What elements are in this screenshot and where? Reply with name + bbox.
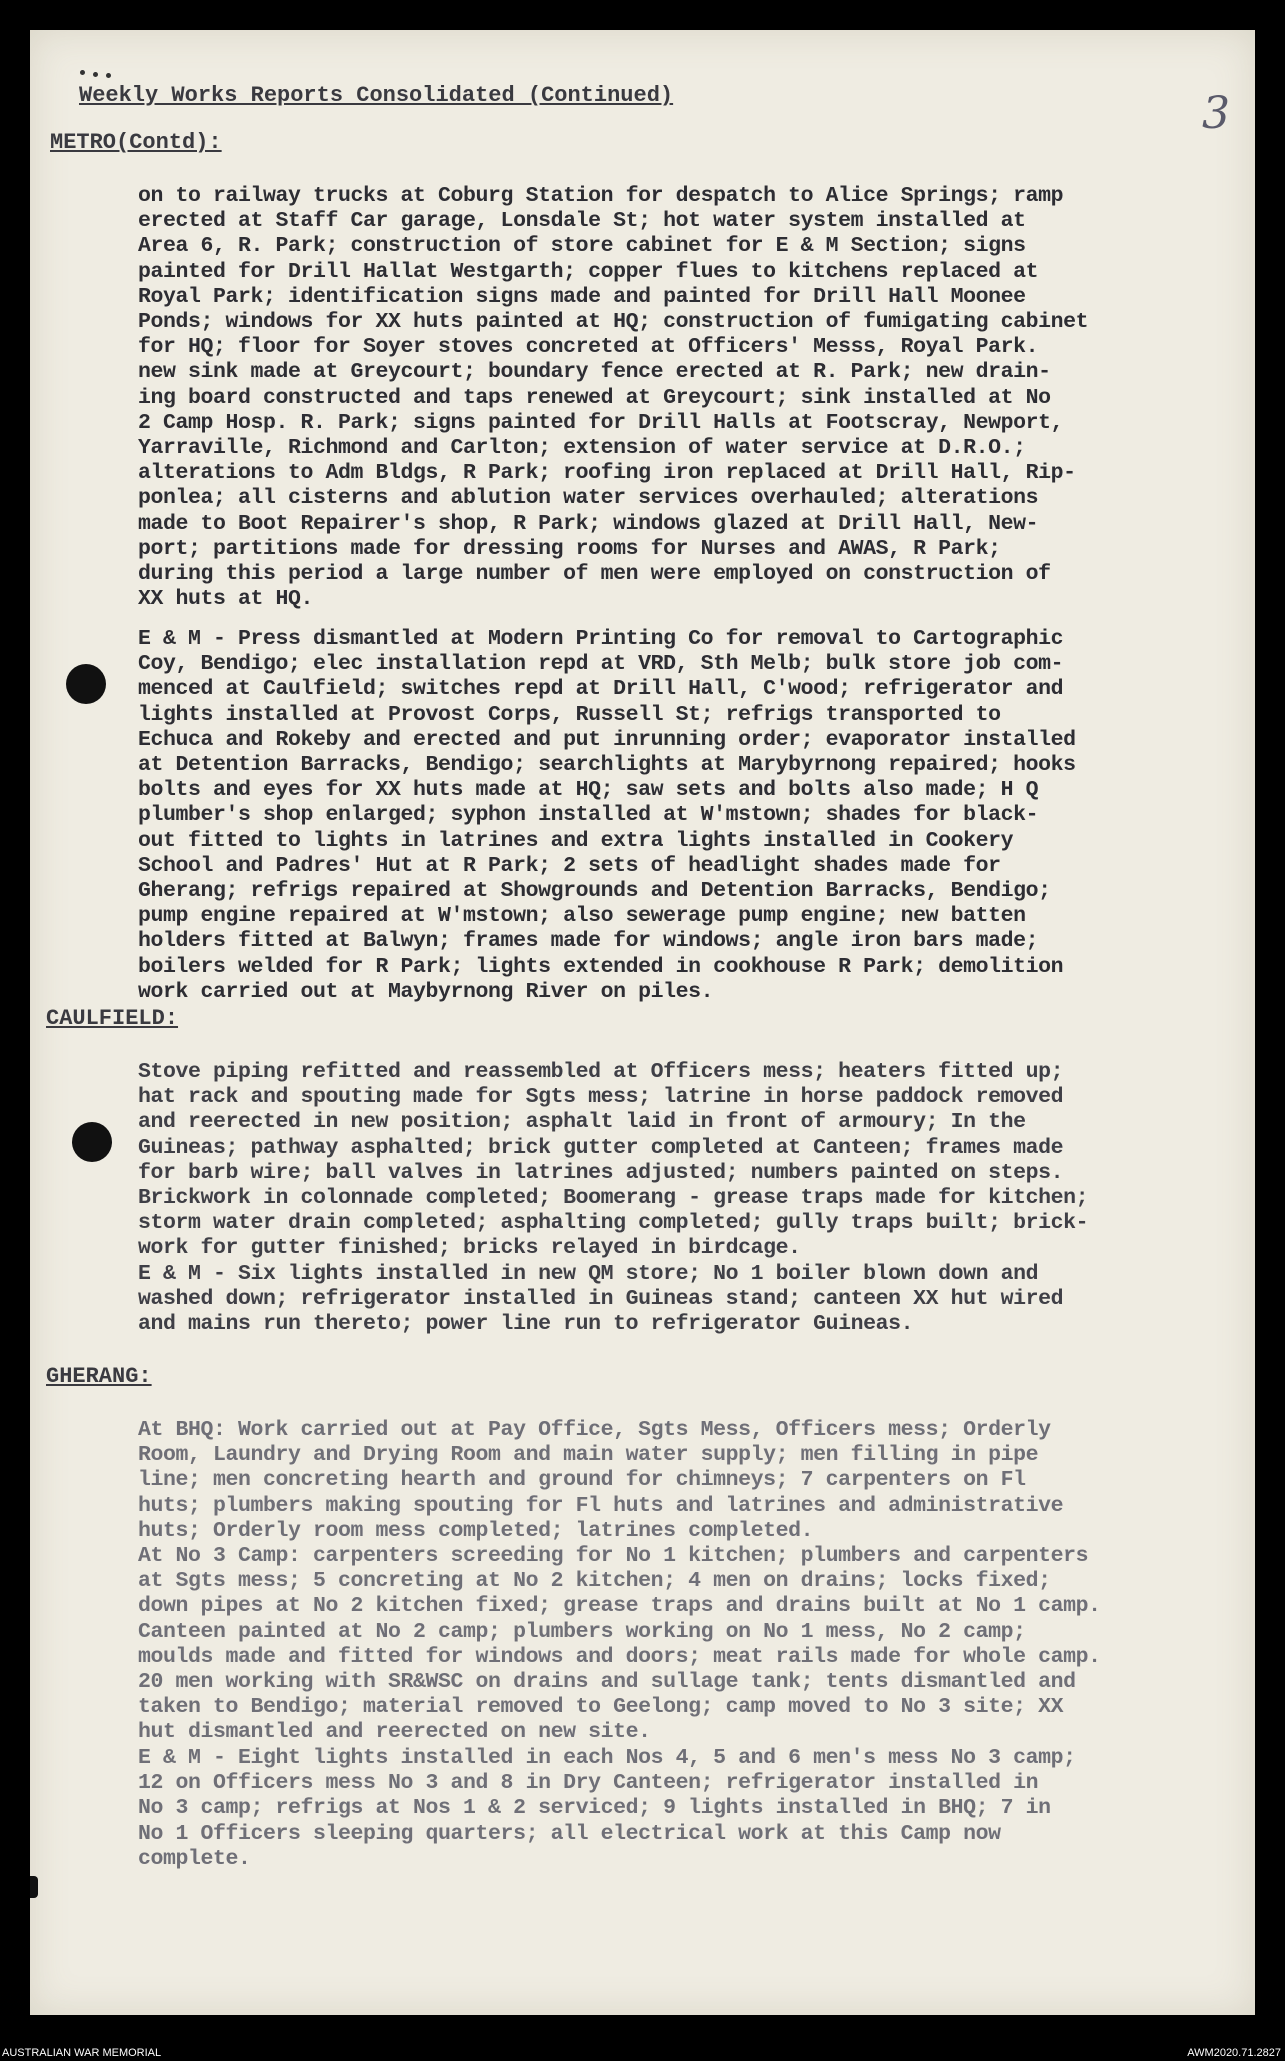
text-line: storm water drain completed; asphalting completed; gully traps built; brick- — [138, 1211, 1089, 1236]
text-line: pump engine repaired at W'mstown; also sewerage pump engine; new batten — [138, 904, 1026, 929]
text-line: Ponds; windows for XX huts painted at HQ; construction of fumigating cabinet — [138, 310, 1089, 335]
text-line: at Detention Barracks, Bendigo; searchlights at Marybyrnong repaired; hooks — [138, 753, 1076, 778]
text-line: complete. — [138, 1846, 251, 1871]
ink-speck — [80, 70, 85, 75]
text-line: work for gutter finished; bricks relayed in birdcage. — [138, 1236, 801, 1261]
gherang-em-paragraph — [138, 1746, 1268, 1872]
punch-hole-bottom — [72, 1122, 112, 1162]
metro-paragraph — [138, 184, 1268, 612]
text-line: plumber's shop enlarged; syphon installed at W'mstown; shades for black- — [138, 803, 1039, 828]
text-line: No 3 camp; refrigs at Nos 1 & 2 serviced; 9 lights installed in BHQ; 7 in — [138, 1796, 1051, 1821]
text-line: ing board constructed and taps renewed at Greycourt; sink installed at No — [138, 385, 1051, 410]
footer-archive-name: AUSTRALIAN WAR MEMORIAL — [2, 2047, 162, 2059]
text-line: and mains run thereto; power line run to refrigerator Guineas. — [138, 1312, 914, 1337]
section-heading-metro: METRO(Contd): — [50, 130, 222, 155]
text-line: Gherang; refrigs repaired at Showgrounds and Detention Barracks, Bendigo; — [138, 879, 1051, 904]
text-line: Royal Park; identification signs made and painted for Drill Hall Moonee — [138, 284, 1026, 309]
text-line: Room, Laundry and Drying Room and main water supply; men filling in pipe — [138, 1443, 1039, 1468]
text-line: XX huts at HQ. — [138, 587, 314, 612]
text-line: School and Padres' Hut at R Park; 2 sets of headlight shades made for — [138, 853, 1001, 878]
ink-speck — [106, 73, 111, 78]
document-page — [30, 30, 1255, 2015]
text-line: Coy, Bendigo; elec installation repd at VRD, Sth Melb; bulk store job com- — [138, 652, 1064, 677]
text-line: washed down; refrigerator installed in Guineas stand; canteen XX hut wired — [138, 1287, 1064, 1312]
text-line: bolts and eyes for XX huts made at HQ; saw sets and bolts also made; H Q — [138, 778, 1039, 803]
text-line: At No 3 Camp: carpenters screeding for No 1 kitchen; plumbers and carpenters — [138, 1544, 1089, 1568]
text-line: ponlea; all cisterns and ablution water services overhauled; alterations — [138, 486, 1039, 511]
text-line: out fitted to lights in latrines and extra lights installed in Cookery — [138, 828, 1014, 853]
text-line: hat rack and spouting made for Sgts mess; latrine in horse paddock removed — [138, 1085, 1064, 1110]
text-line: hut dismantled and reerected on new site. — [138, 1720, 651, 1745]
text-line: menced at Caulfield; switches repd at Drill Hall, C'wood; refrigerator and — [138, 677, 1064, 702]
text-line: 2 Camp Hosp. R. Park; signs painted for Drill Halls at Footscray, Newport, — [138, 410, 1064, 435]
text-line: on to railway trucks at Coburg Station for despatch to Alice Springs; ramp — [138, 184, 1064, 208]
text-line: Yarraville, Richmond and Carlton; extension of water service at D.R.O.; — [138, 436, 1026, 461]
page-number: 3 — [1202, 88, 1230, 139]
text-line: erected at Staff Car garage, Lonsdale St; hot water system installed at — [138, 209, 1026, 234]
text-line: new sink made at Greycourt; boundary fence erected at R. Park; new drain- — [138, 360, 1051, 385]
text-line: painted for Drill Hallat Westgarth; copper flues to kitchens replaced at — [138, 259, 1039, 284]
text-line: line; men concreting hearth and ground for chimneys; 7 carpenters on Fl — [138, 1468, 1026, 1493]
text-line: at Sgts mess; 5 concreting at No 2 kitchen; 4 men on drains; locks fixed; — [138, 1569, 1051, 1594]
caulfield-em-paragraph — [138, 1262, 1268, 1338]
text-line: taken to Bendigo; material removed to Geelong; camp moved to No 3 site; XX — [138, 1695, 1064, 1720]
section-heading-caulfield: CAULFIELD: — [46, 1006, 179, 1031]
text-line: for HQ; floor for Soyer stoves concreted at Officers' Messs, Royal Park. — [138, 335, 1039, 360]
edge-mark — [30, 1876, 38, 1898]
text-line: boilers welded for R Park; lights extended in cookhouse R Park; demolition — [138, 954, 1064, 979]
text-line: moulds made and fitted for windows and doors; meat rails made for whole camp. — [138, 1644, 1101, 1669]
text-line: No 1 Officers sleeping quarters; all electrical work at this Camp now — [138, 1821, 1001, 1846]
text-line: lights installed at Provost Corps, Russell St; refrigs transported to — [138, 702, 1001, 727]
text-line: 12 on Officers mess No 3 and 8 in Dry Canteen; refrigerator installed in — [138, 1771, 1039, 1796]
text-line: work carried out at Maybyrnong River on piles. — [138, 979, 714, 1004]
text-line: during this period a large number of men were employed on construction of — [138, 562, 1051, 587]
document-title: Weekly Works Reports Consolidated (Continued) — [79, 83, 674, 108]
text-line: huts; Orderly room mess completed; latrines completed. — [138, 1518, 814, 1543]
metro-em-paragraph — [138, 627, 1268, 1005]
text-line: Guineas; pathway asphalted; brick gutter completed at Canteen; frames made — [138, 1135, 1064, 1160]
text-line: holders fitted at Balwyn; frames made for windows; angle iron bars made; — [138, 929, 1039, 954]
text-line: E & M - Press dismantled at Modern Printing Co for removal to Cartographic — [138, 627, 1064, 651]
text-line: huts; plumbers making spouting for Fl huts and latrines and administrative — [138, 1493, 1064, 1518]
gherang-camp3-paragraph — [138, 1544, 1268, 1746]
text-line: port; partitions made for dressing rooms for Nurses and AWAS, R Park; — [138, 536, 1001, 561]
text-line: At BHQ: Work carried out at Pay Office, Sgts Mess, Officers mess; Orderly — [138, 1418, 1051, 1442]
text-line: and reerected in new position; asphalt laid in front of armoury; In the — [138, 1110, 1026, 1135]
punch-hole-top — [66, 664, 106, 704]
caulfield-paragraph — [138, 1060, 1268, 1262]
text-line: Canteen painted at No 2 camp; plumbers working on No 1 mess, No 2 camp; — [138, 1619, 1026, 1644]
text-line: Echuca and Rokeby and erected and put inrunning order; evaporator installed — [138, 727, 1076, 752]
text-line: for barb wire; ball valves in latrines adjusted; numbers painted on steps. — [138, 1160, 1064, 1185]
text-line: down pipes at No 2 kitchen fixed; grease traps and drains built at No 1 camp. — [138, 1594, 1101, 1619]
text-line: E & M - Six lights installed in new QM store; No 1 boiler blown down and — [138, 1262, 1039, 1286]
section-heading-gherang: GHERANG: — [46, 1364, 152, 1389]
footer-reference-number: AWM2020.71.2827 — [1187, 2047, 1281, 2059]
ink-speck — [93, 72, 98, 77]
gherang-bhq-paragraph — [138, 1418, 1268, 1544]
text-line: E & M - Eight lights installed in each Nos 4, 5 and 6 men's mess No 3 camp; — [138, 1746, 1076, 1770]
text-line: alterations to Adm Bldgs, R Park; roofing iron replaced at Drill Hall, Rip- — [138, 461, 1076, 486]
text-line: Brickwork in colonnade completed; Boomerang - grease traps made for kitchen; — [138, 1186, 1089, 1211]
text-line: Stove piping refitted and reassembled at Officers mess; heaters fitted up; — [138, 1060, 1064, 1084]
text-line: made to Boot Repairer's shop, R Park; windows glazed at Drill Hall, New- — [138, 511, 1039, 536]
text-line: Area 6, R. Park; construction of store cabinet for E & M Section; signs — [138, 234, 1026, 259]
text-line: 20 men working with SR&WSC on drains and sullage tank; tents dismantled and — [138, 1670, 1076, 1695]
